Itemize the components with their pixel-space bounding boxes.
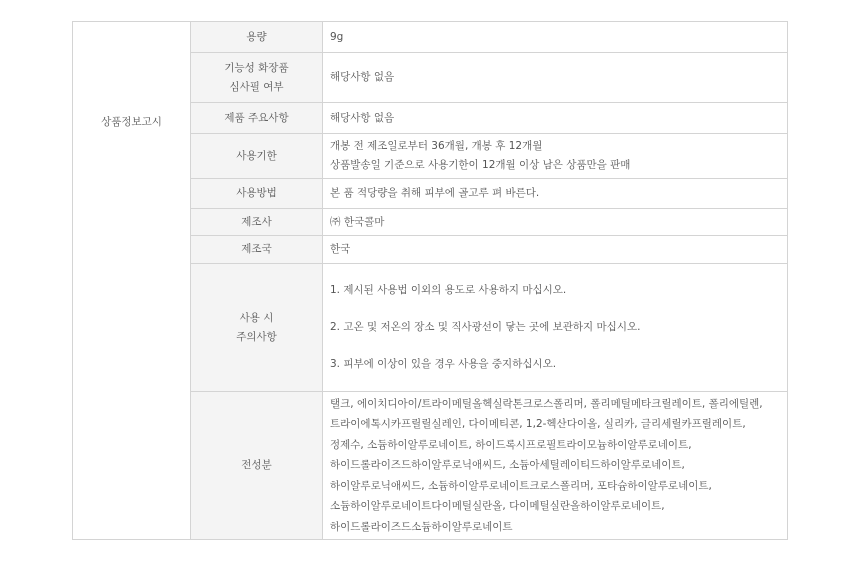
value-cell (323, 264, 788, 392)
row-value: 한국 (330, 243, 351, 255)
label-cell (191, 22, 323, 53)
row-value: ㈜ 한국콜마 (330, 215, 385, 228)
value-cell (323, 392, 788, 540)
row-label: 주의사항 (236, 330, 277, 343)
row-value: 9g (330, 30, 344, 43)
group-label: 상품정보고시 (101, 116, 162, 128)
caution-item: 2. 고온 및 저온의 장소 및 직사광선이 닿는 곳에 보관하지 마십시오. (330, 321, 641, 333)
row-label: 사용기한 (236, 149, 277, 162)
product-notice-table (72, 21, 788, 540)
value-cell (323, 22, 788, 53)
row-label: 전성분 (241, 459, 272, 471)
value-cell (323, 103, 788, 134)
row-value: 해당사항 없음 (330, 71, 395, 83)
value-cell (323, 53, 788, 103)
label-cell (191, 236, 323, 264)
caution-item: 3. 피부에 이상이 있을 경우 사용을 중지하십시오. (330, 358, 557, 370)
label-cell (191, 264, 323, 392)
value-cell (323, 179, 788, 209)
caution-item: 1. 제시된 사용법 이외의 용도로 사용하지 마십시오. (330, 284, 567, 296)
label-cell (191, 179, 323, 209)
row-label: 사용방법 (236, 187, 277, 199)
value-cell (323, 134, 788, 179)
table-row (73, 22, 788, 53)
label-cell (191, 53, 323, 103)
row-label: 사용 시 (239, 311, 274, 324)
row-value: 상품발송일 기준으로 사용기한이 12개월 이상 남은 상품만을 판매 (330, 159, 631, 171)
ingredients-text: 탤크, 에이치디아이/트라이메틸올헥실락톤크로스폴리머, 폴리메틸메타크릴레이트, 폴리에틸렌, 트라이에톡시카프릴릴실레인, 다이메티콘, 1,2-헥산다이올, 실리카, 글리세릴카프릴레이트, 정제수, 소듐하이알루로네이트, 하이드록시프로필트라이모늄하이알루로네이트, 하이드롤라이즈드하이알루로닉애씨드, 소듐아세틸레이티드하이알루로네이트, 하이알루로닉애씨드, 소듐하이알루로네이트크로스폴리머, 포타슘하이알루로네이트, 소듐하이알루로네이트다이메틸실란올, 다이메틸실란올하이알루로네이트, 하이드롤라이즈드소듐하이알루로네이트 (330, 397, 763, 533)
row-label: 제품 주요사항 (224, 111, 289, 124)
label-cell (191, 103, 323, 134)
row-value: 개봉 전 제조일로부터 36개월, 개봉 후 12개월 (330, 140, 543, 152)
label-cell (191, 392, 323, 540)
row-value: 해당사항 없음 (330, 111, 395, 124)
label-cell (191, 209, 323, 236)
value-cell (323, 236, 788, 264)
group-label-cell (73, 22, 191, 540)
row-label: 제조국 (241, 243, 272, 255)
row-label: 심사필 여부 (229, 80, 284, 93)
label-cell (191, 134, 323, 179)
row-label: 용량 (246, 30, 267, 43)
row-value: 본 품 적당량을 취해 피부에 골고루 펴 바른다. (330, 187, 540, 199)
value-cell (323, 209, 788, 236)
row-label: 제조사 (241, 215, 272, 228)
row-label: 기능성 화장품 (224, 61, 289, 74)
